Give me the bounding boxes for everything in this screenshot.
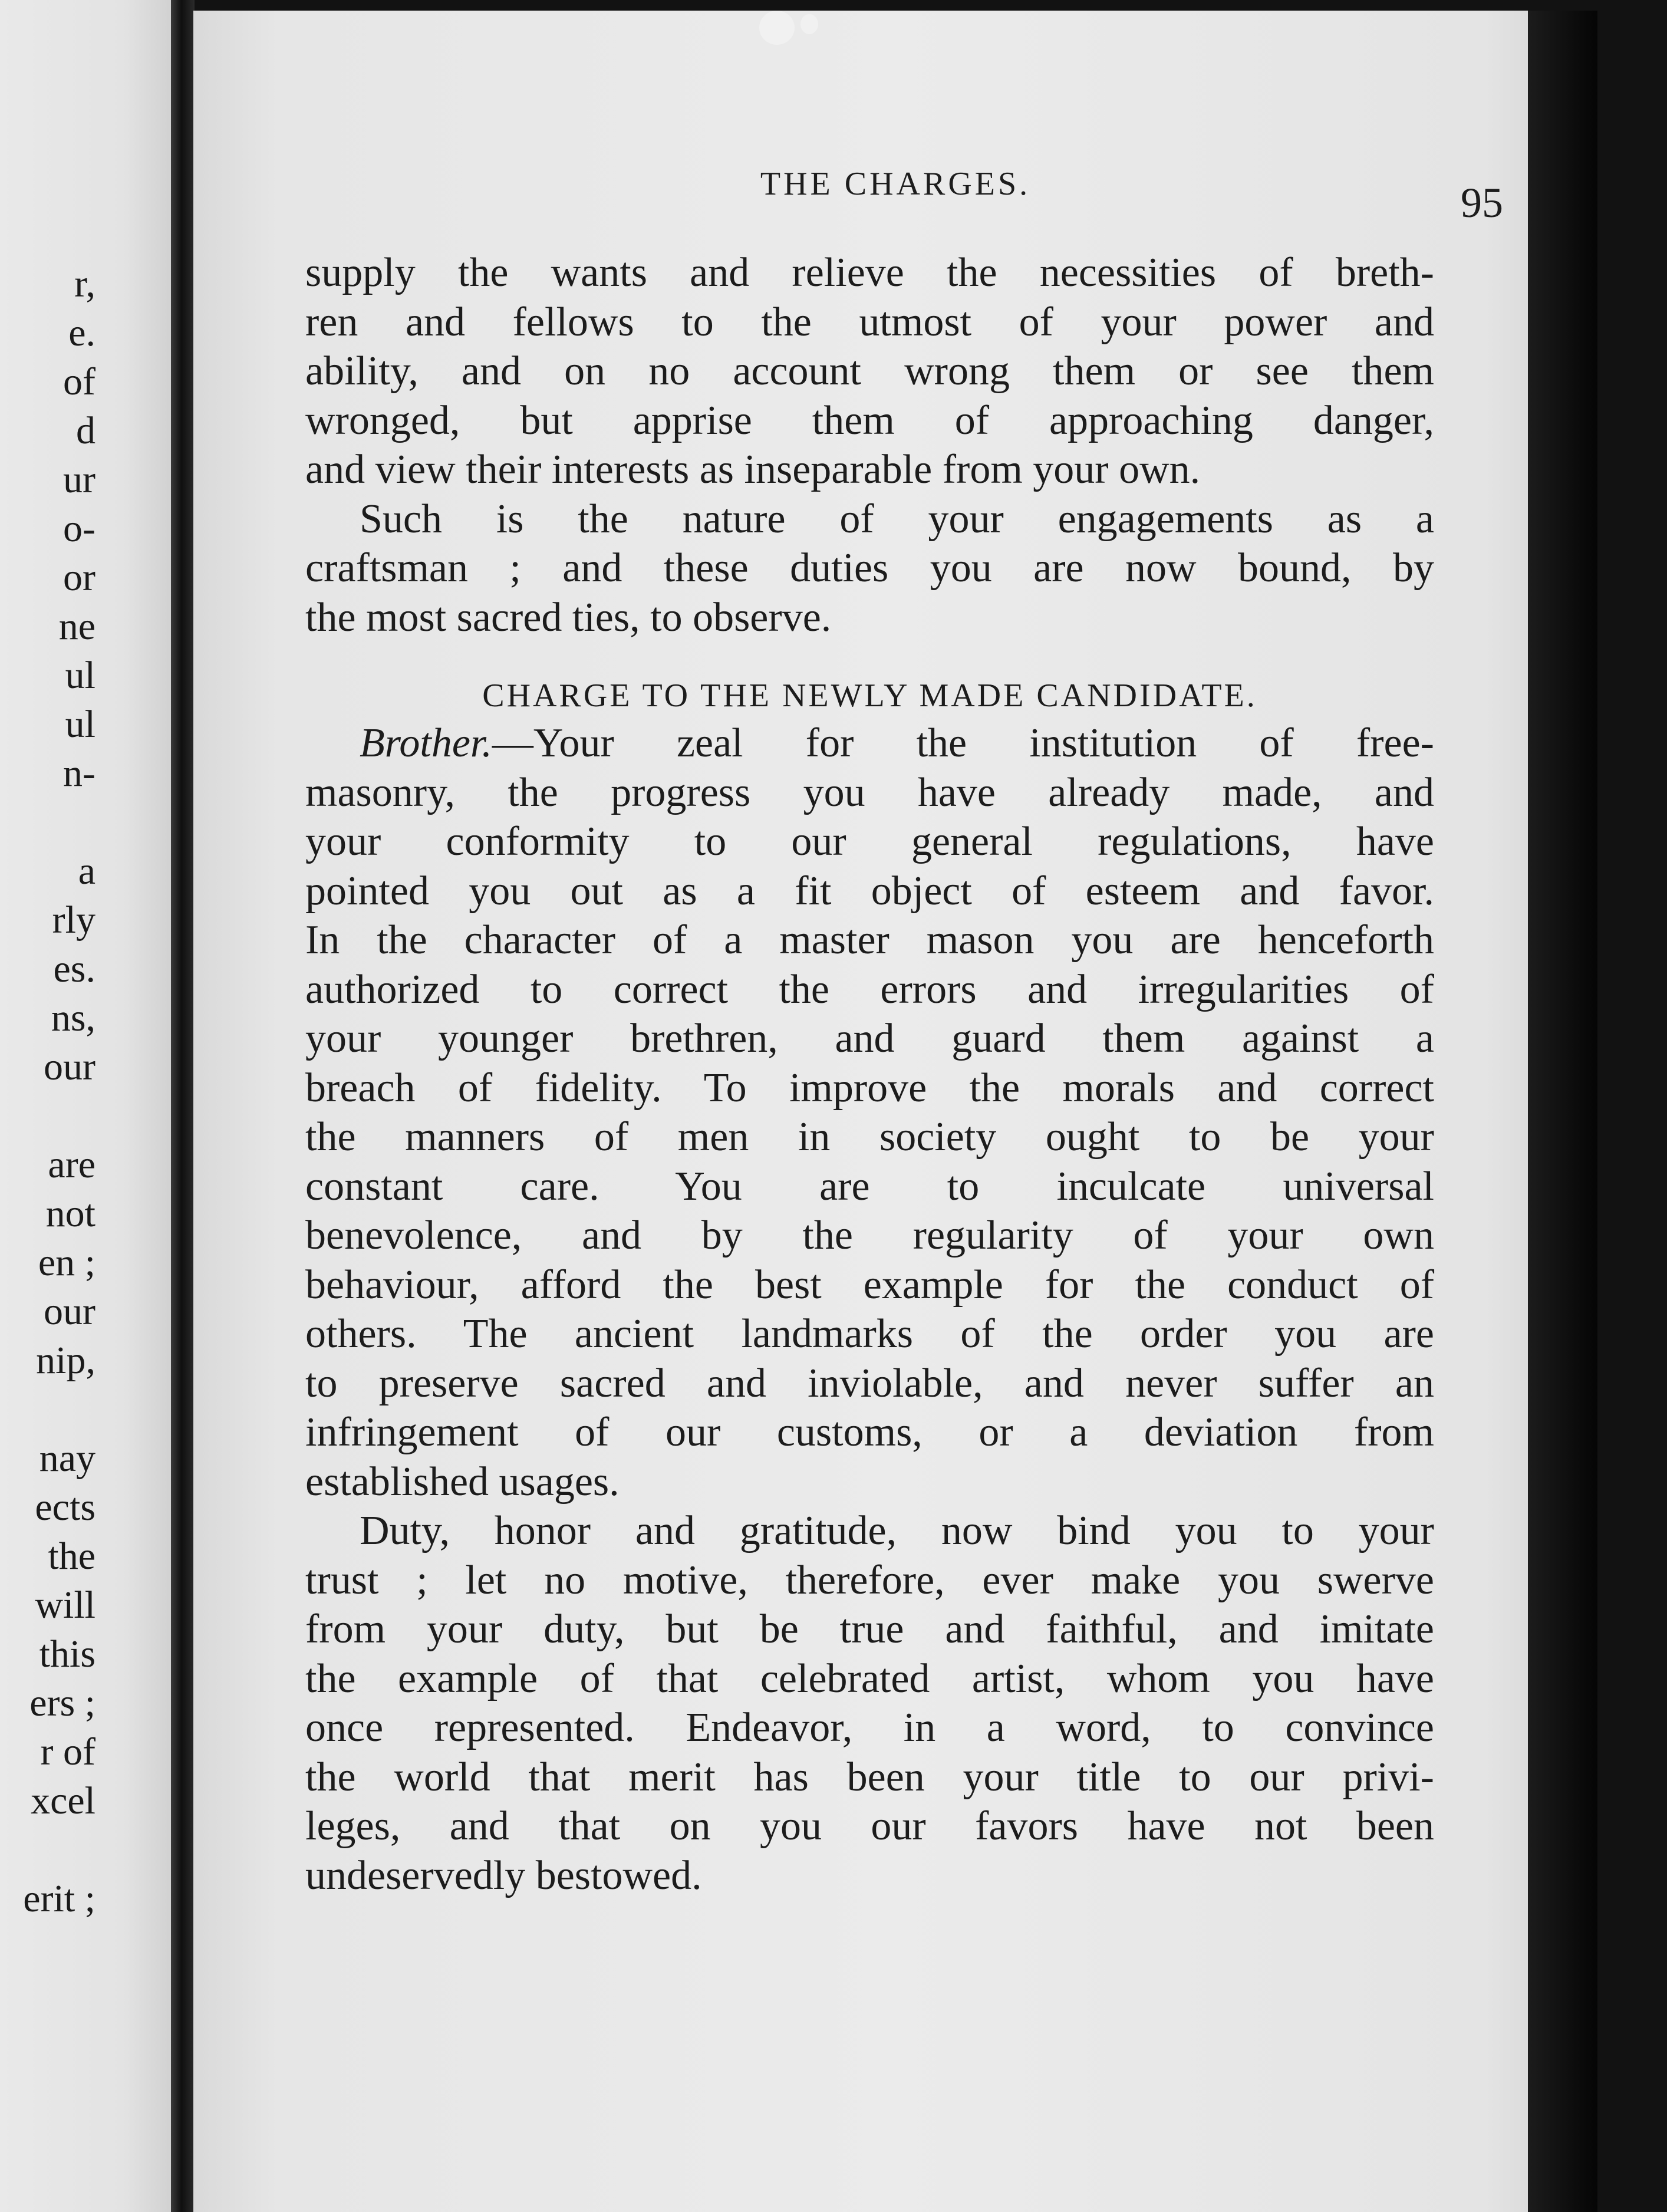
left-page-line: e.	[68, 311, 95, 354]
text-line: established usages.	[305, 1459, 620, 1505]
text-line: behaviour, afford the best example for the conduct of	[305, 1262, 1434, 1308]
text-line: others. The ancient landmarks of the order you are	[305, 1311, 1434, 1357]
left-page-line: nay	[39, 1437, 95, 1480]
paragraph-3-first-line	[305, 719, 1434, 768]
text-line: In the character of a master mason you are henceforth	[305, 917, 1434, 963]
text-line: authorized to correct the errors and irregularities of	[305, 966, 1434, 1012]
left-page-line: ers ;	[29, 1681, 95, 1724]
left-page-line: n-	[63, 752, 95, 795]
paper-fleck	[800, 14, 818, 34]
page-number: 95	[1461, 179, 1503, 226]
paragraph-1	[305, 248, 1434, 495]
left-page-line: our	[44, 1290, 95, 1333]
left-page-line: r,	[74, 262, 95, 305]
text-line: ren and fellows to the utmost of your power and	[305, 299, 1434, 345]
left-page-line: rly	[52, 898, 95, 942]
text-line: the manners of men in society ought to be your	[305, 1114, 1434, 1160]
left-page-line: r of	[40, 1730, 95, 1773]
left-page-line: or	[63, 556, 95, 599]
text-line: the example of that celebrated artist, whom you have	[305, 1655, 1434, 1701]
text-line: pointed you out as a fit object of esteem and favor.	[305, 868, 1434, 914]
paragraph-3-lead: —Your zeal for the institution of free-	[492, 720, 1434, 766]
text-line: the most sacred ties, to observe.	[305, 594, 832, 640]
left-page-line: our	[44, 1045, 95, 1088]
left-page-line	[0, 1825, 95, 1874]
text-line: to preserve sacred and inviolable, and never suffer an	[305, 1360, 1434, 1406]
text-line: breach of fidelity. To improve the morals and correct	[305, 1065, 1434, 1111]
left-page-line	[0, 1091, 95, 1140]
text-line: the world that merit has been your title to our privi-	[305, 1754, 1434, 1800]
text-line: benevolence, and by the regularity of your own	[305, 1213, 1434, 1258]
left-page-line: the	[48, 1535, 95, 1578]
text-line: trust ; let no motive, therefore, ever make you swerve	[305, 1557, 1434, 1603]
left-page-line: erit ;	[23, 1877, 95, 1920]
left-page-line: of	[63, 360, 95, 403]
book-gutter	[171, 0, 195, 2212]
text-line: once represented. Endeavor, in a word, to convince	[305, 1705, 1434, 1750]
text-line: supply the wants and relieve the necessities of breth-	[305, 250, 1434, 295]
left-page-line: a	[78, 850, 95, 893]
body-text	[305, 248, 1434, 1900]
text-line: undeservedly bestowed.	[305, 1852, 702, 1898]
left-page-line: ne	[58, 605, 95, 648]
left-page-line: ects	[35, 1486, 95, 1529]
left-page-line: nip,	[36, 1339, 95, 1382]
paper-fleck	[759, 11, 795, 45]
left-page-line	[0, 1385, 95, 1434]
left-page-line: this	[39, 1632, 95, 1676]
paragraph-4	[305, 1506, 1434, 1900]
text-line: masonry, the progress you have already made, and	[305, 769, 1434, 815]
text-line: your conformity to our general regulations, have	[305, 819, 1434, 864]
left-page-line: d	[76, 409, 95, 452]
text-line: infringement of our customs, or a deviation from	[305, 1410, 1434, 1455]
text-line: ability, and on no account wrong them or see them	[305, 348, 1434, 394]
page-edge-shadow	[1528, 11, 1597, 2212]
text-line: your younger brethren, and guard them against a	[305, 1016, 1434, 1061]
salutation: Brother.	[360, 720, 492, 766]
text-line: leges, and that on you our favors have not been	[305, 1803, 1434, 1849]
left-page-line: ul	[65, 703, 95, 746]
left-page	[0, 0, 177, 2212]
text-line: Duty, honor and gratitude, now bind you to your	[360, 1508, 1434, 1553]
left-page-line: ur	[63, 458, 95, 501]
text-line: craftsman ; and these duties you are now bound, by	[305, 545, 1434, 591]
left-page-line: are	[48, 1143, 95, 1186]
left-page-line: en ;	[38, 1241, 95, 1284]
text-line: wronged, but apprise them of approaching danger,	[305, 397, 1434, 443]
left-page-line: es.	[53, 947, 95, 990]
left-page-line: not	[45, 1192, 95, 1235]
text-line: constant care. You are to inculcate universal	[305, 1163, 1434, 1209]
left-page-line	[0, 798, 95, 847]
text-line: from your duty, but be true and faithful, and imitate	[305, 1607, 1434, 1652]
left-page-line: ul	[65, 654, 95, 697]
paragraph-2	[305, 495, 1434, 643]
paragraph-3	[305, 768, 1434, 1507]
right-page	[193, 11, 1597, 2212]
left-page-line: xcel	[31, 1779, 95, 1822]
left-page-line: will	[35, 1584, 95, 1627]
text-line: and view their interests as inseparable from your own.	[305, 447, 1201, 492]
running-head: THE CHARGES.	[760, 166, 1031, 202]
section-heading: CHARGE TO THE NEWLY MADE CANDIDATE.	[482, 677, 1257, 714]
text-line: Such is the nature of your engagements as a	[360, 496, 1434, 542]
left-page-line: o-	[63, 507, 95, 550]
left-page-line: ns,	[51, 996, 95, 1039]
left-page-text	[0, 259, 95, 1923]
